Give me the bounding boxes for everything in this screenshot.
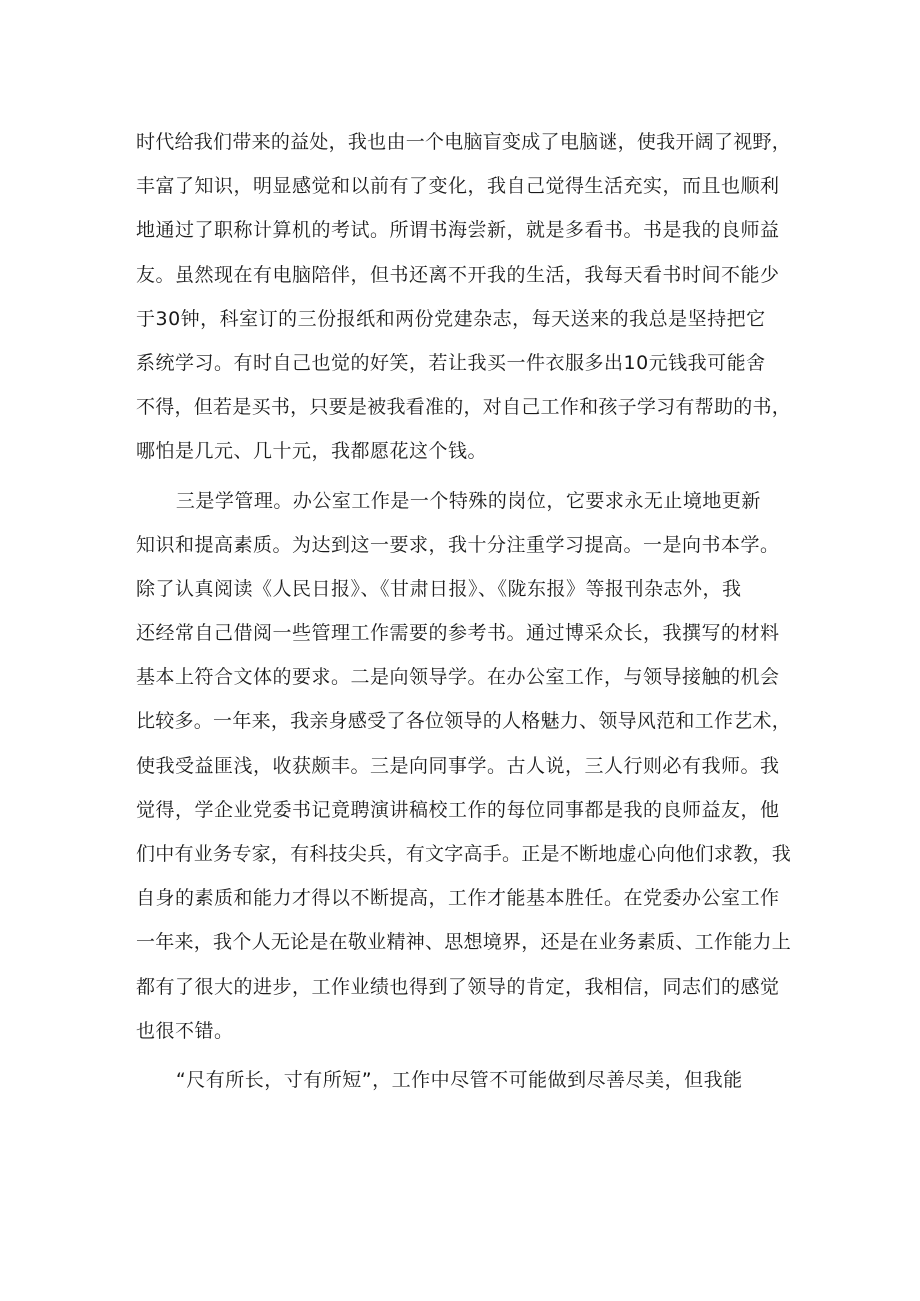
text-line: 除了认真阅读《人民日报》、《甘肃日报》、《陇东报》等报刊杂志外，我 [136, 577, 742, 600]
text-line: 都有了很大的进步，工作业绩也得到了领导的肯定，我相信，同志们的感觉 [136, 975, 780, 998]
text-line: 比较多。一年来，我亲身感受了各位领导的人格魅力、领导风范和工作艺术， [136, 710, 792, 733]
text-line: 地通过了职称计算机的考试。所谓书海尝新，就是多看书。书是我的良师益 [136, 219, 780, 242]
text-line: 们中有业务专家，有科技尖兵，有文字高手。正是不断地虚心向他们求教，我 [136, 843, 792, 865]
text-line: 于30钟，科室订的三份报纸和两份党建杂志，每天送来的我总是坚持把它 [136, 307, 766, 330]
body-text [136, 120, 791, 1102]
paragraph [136, 1058, 791, 1102]
text-line: 使我受益匪浅，收获颇丰。三是向同事学。古人说，三人行则必有我师。我 [136, 754, 780, 777]
text-line: 也很不错。 [136, 1019, 234, 1042]
text-line: 丰富了知识，明显感觉和以前有了变化，我自己觉得生活充实，而且也顺利 [136, 175, 780, 198]
text-line: 哪怕是几元、几十元，我都愿花这个钱。 [136, 440, 488, 463]
text-line: 知识和提高素质。为达到这一要求，我十分注重学习提高。一是向书本学。 [136, 533, 780, 556]
text-line: 时代给我们带来的益处，我也由一个电脑盲变成了电脑谜，使我开阔了视野， [136, 131, 792, 153]
text-line: 不得，但若是买书，只要是被我看准的，对自己工作和孩子学习有帮助的书， [136, 396, 792, 419]
text-line: 觉得，学企业党委书记竟聘演讲稿校工作的每位同事都是我的良师益友，他 [136, 798, 780, 821]
paragraph [136, 479, 791, 1053]
text-line: 自身的素质和能力才得以不断提高，工作才能基本胜任。在党委办公室工作 [136, 887, 780, 910]
text-line: 还经常自己借阅一些管理工作需要的参考书。通过博采众长，我撰写的材料 [136, 622, 780, 645]
text-line: 基本上符合文体的要求。二是向领导学。在办公室工作，与领导接触的机会 [136, 666, 780, 689]
text-line: 友。虽然现在有电脑陪伴，但书还离不开我的生活，我每天看书时间不能少 [136, 263, 780, 286]
paragraph [136, 120, 791, 474]
text-line: 一年来，我个人无论是在敬业精神、思想境界，还是在业务素质、工作能力上 [136, 931, 792, 954]
text-line: “尺有所长，寸有所短”，工作中尽管不可能做到尽善尽美，但我能 [175, 1068, 743, 1091]
text-line: 三是学管理。办公室工作是一个特殊的岗位，它要求永无止境地更新 [175, 489, 761, 512]
text-line: 系统学习。有时自己也觉的好笑，若让我买一件衣服多出10元钱我可能舍 [136, 351, 766, 374]
